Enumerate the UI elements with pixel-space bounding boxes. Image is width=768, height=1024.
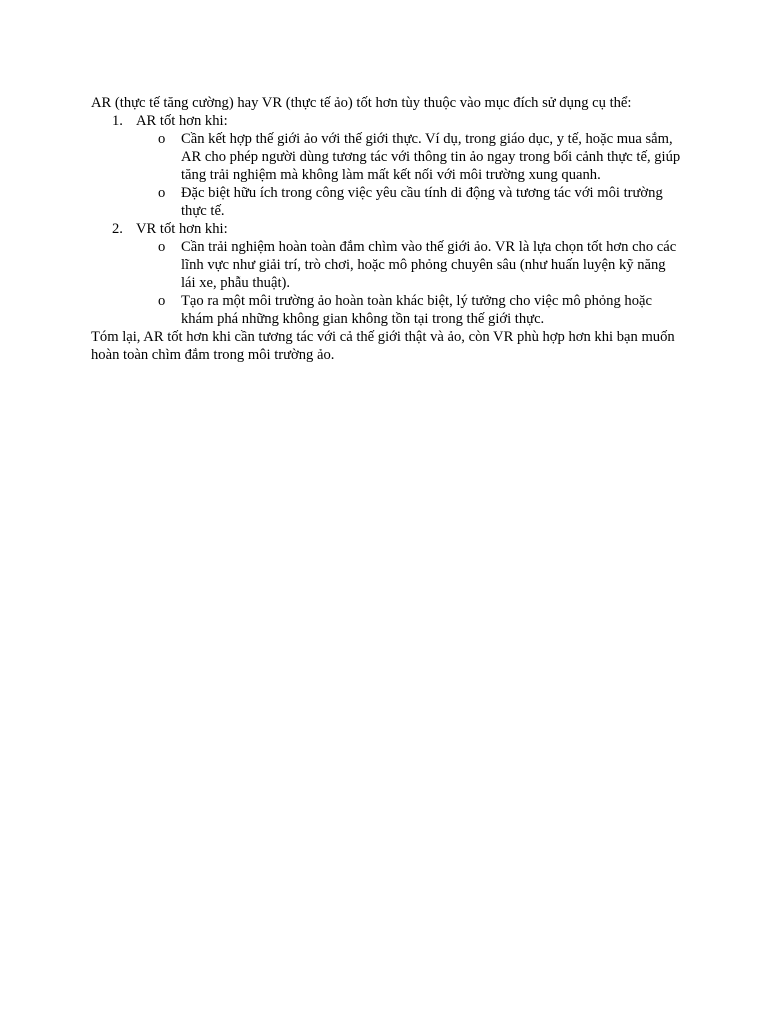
list-item-ar [91, 112, 681, 220]
list-item-heading: VR tốt hơn khi: [136, 221, 228, 237]
bullet-marker: o [158, 185, 166, 201]
numbered-list [91, 112, 681, 328]
sub-list-item-text: Đặc biệt hữu ích trong công việc yêu cầu tính di động và tương tác với môi trường thực tế. [181, 185, 663, 219]
sub-list [136, 130, 681, 220]
list-item-vr [91, 220, 681, 328]
summary-paragraph: Tóm lại, AR tốt hơn khi cần tương tác với cả thế giới thật và ảo, còn VR phù hợp hơn khi bạn muốn hoàn toàn chìm đắm trong môi trường ảo. [91, 329, 675, 363]
bullet-marker: o [158, 239, 166, 255]
sub-list-item-text: Tạo ra một môi trường ảo hoàn toàn khác biệt, lý tưởng cho việc mô phỏng hoặc khám phá những không gian không tồn tại trong thế giới thực. [181, 293, 652, 327]
sub-list-item [136, 130, 681, 184]
list-item-heading: AR tốt hơn khi: [136, 113, 228, 129]
bullet-marker: o [158, 293, 166, 309]
sub-list-item [136, 238, 681, 292]
sub-list-item [136, 292, 681, 328]
sub-list-item [136, 184, 681, 220]
sub-list-item-text: Cần kết hợp thế giới ảo với thế giới thực. Ví dụ, trong giáo dục, y tế, hoặc mua sắm, AR cho phép người dùng tương tác với thông tin ảo ngay trong bối cảnh thực tế, giúp tăng trải nghiệm mà không làm mất kết nối với môi trường xung quanh. [181, 131, 681, 183]
list-number: 2. [112, 221, 123, 237]
intro-paragraph: AR (thực tế tăng cường) hay VR (thực tế ảo) tốt hơn tùy thuộc vào mục đích sử dụng cụ thể: [91, 95, 632, 111]
bullet-marker: o [158, 131, 166, 147]
sub-list [136, 238, 681, 328]
list-number: 1. [112, 113, 123, 129]
sub-list-item-text: Cần trải nghiệm hoàn toàn đắm chìm vào thế giới ảo. VR là lựa chọn tốt hơn cho các lĩnh vực như giải trí, trò chơi, hoặc mô phỏng chuyên sâu (như huấn luyện kỹ năng lái xe, phẫu thuật). [181, 239, 677, 291]
document-page [91, 94, 681, 364]
